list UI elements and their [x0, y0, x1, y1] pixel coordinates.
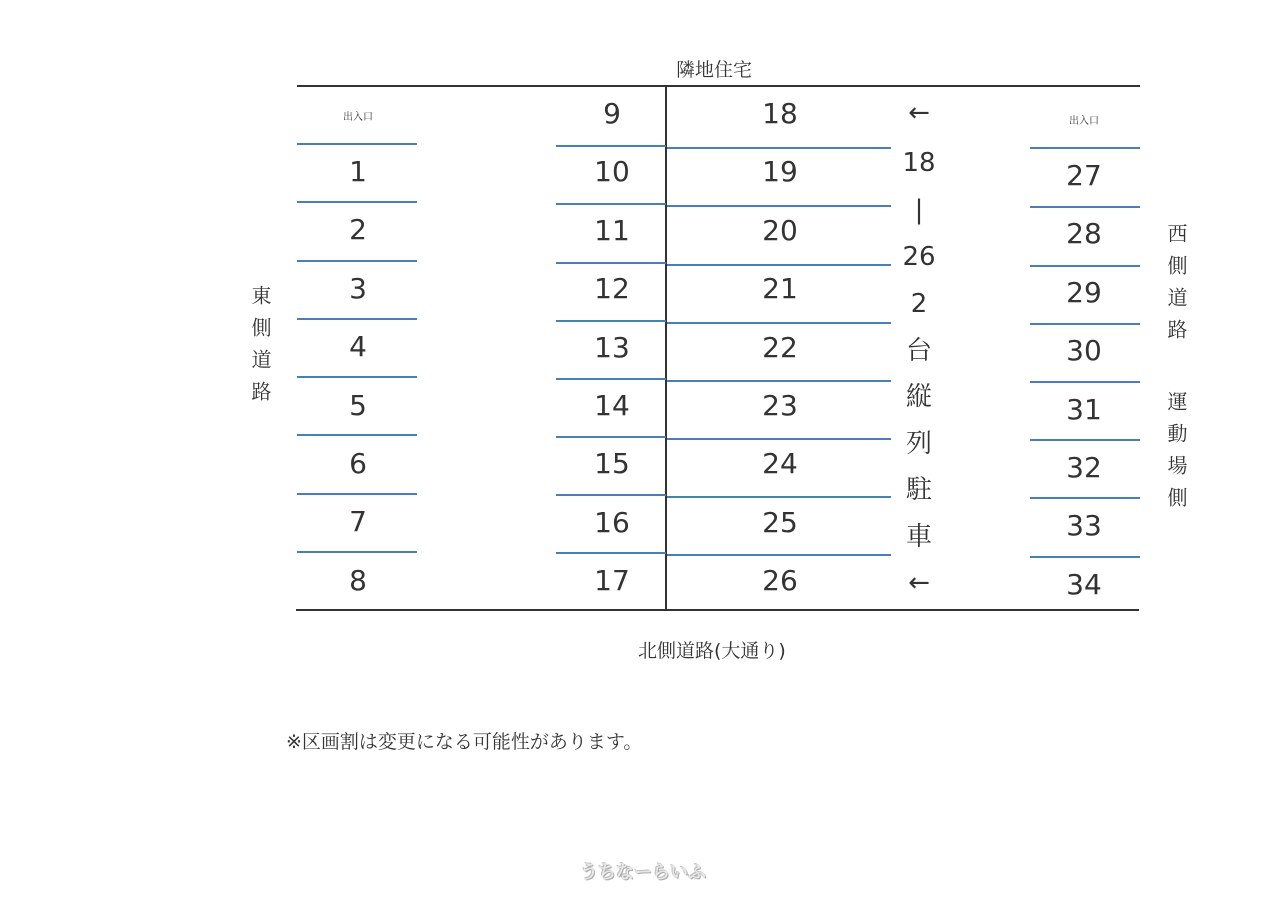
lot-divider-line	[1030, 265, 1140, 267]
tandem-range-start: 18	[902, 148, 936, 178]
lot-divider-line	[1030, 381, 1140, 383]
top-border	[297, 85, 1140, 87]
tandem-char-3: 列	[905, 429, 932, 459]
lot-divider-line	[556, 203, 666, 205]
lot-number-24: 24	[762, 447, 798, 481]
tandem-count: 2	[910, 289, 928, 319]
tandem-char-2: 縦	[905, 382, 932, 412]
lot-divider-line	[297, 201, 417, 203]
lot-number-2: 2	[349, 213, 367, 247]
label-playground-side: 運動場側	[1164, 391, 1188, 519]
lot-number-27: 27	[1066, 159, 1102, 192]
label-neighbor-housing: 隣地住宅	[676, 59, 753, 81]
lot-number-5: 5	[349, 388, 367, 422]
label-east-road: 東側道路	[248, 285, 272, 413]
lot-divider-line	[556, 378, 666, 380]
lot-divider-line	[1030, 497, 1140, 499]
lot-number-34: 34	[1066, 567, 1102, 601]
lot-divider-line	[556, 320, 666, 322]
lot-number-26: 26	[762, 564, 798, 598]
lot-divider-line	[667, 380, 891, 382]
lot-number-33: 33	[1066, 509, 1102, 543]
lot-divider-line	[297, 143, 417, 145]
tandem-arrow-bottom: ←	[908, 568, 930, 598]
tandem-char-1: 台	[905, 336, 932, 366]
tandem-char-4: 駐	[905, 475, 932, 505]
lot-number-3: 3	[349, 271, 367, 305]
lot-number-19: 19	[762, 155, 798, 189]
tandem-range-dash: |	[914, 195, 924, 225]
lot-divider-line	[556, 145, 666, 147]
bottom-border	[296, 609, 1139, 611]
lot-number-4: 4	[349, 330, 367, 364]
lot-number-31: 31	[1066, 392, 1102, 426]
lot-number-8: 8	[349, 563, 367, 597]
lot-number-22: 22	[762, 330, 798, 364]
layout-change-note: ※区画割は変更になる可能性があります。	[286, 731, 643, 753]
lot-divider-line	[297, 434, 417, 436]
lot-divider-line	[556, 494, 666, 496]
lot-number-25: 25	[762, 505, 798, 539]
lot-number-1: 1	[349, 155, 367, 188]
lot-divider-line	[667, 264, 891, 266]
lot-number-6: 6	[349, 447, 367, 480]
lot-divider-line	[667, 554, 891, 556]
lot-divider-line	[297, 376, 417, 378]
lot-divider-line	[556, 436, 666, 438]
lot-number-30: 30	[1066, 334, 1102, 368]
lot-divider-line	[297, 260, 417, 262]
lot-divider-line	[556, 262, 666, 264]
lot-divider-line	[1030, 323, 1140, 325]
lot-number-10: 10	[594, 155, 630, 189]
watermark-logo: うちなーらいふ	[580, 862, 706, 883]
lot-number-15: 15	[594, 447, 630, 481]
lot-divider-line	[1030, 147, 1140, 149]
lot-divider-line	[667, 496, 891, 498]
entrance-left: 出入口	[343, 112, 373, 123]
lot-number-16: 16	[594, 505, 630, 539]
entrance-right: 出入口	[1069, 116, 1099, 127]
lot-number-28: 28	[1066, 217, 1102, 251]
lot-divider-line	[297, 493, 417, 495]
lot-divider-line	[1030, 206, 1140, 208]
lot-number-13: 13	[594, 330, 630, 364]
label-north-road: 北側道路(大通り)	[638, 640, 786, 662]
lot-number-21: 21	[762, 272, 798, 306]
label-west-road: 西側道路	[1164, 223, 1188, 351]
lot-divider-line	[297, 551, 417, 553]
lot-number-7: 7	[349, 505, 367, 539]
center-divider	[665, 87, 667, 611]
lot-divider-line	[667, 147, 891, 149]
lot-number-17: 17	[594, 564, 630, 598]
lot-number-18: 18	[762, 97, 798, 130]
lot-number-9: 9	[603, 97, 621, 130]
tandem-range-end: 26	[902, 242, 936, 272]
tandem-char-5: 車	[905, 522, 932, 552]
lot-number-12: 12	[594, 272, 630, 306]
lot-divider-line	[556, 552, 666, 554]
lot-divider-line	[297, 318, 417, 320]
lot-number-11: 11	[594, 213, 630, 247]
lot-number-32: 32	[1066, 451, 1102, 484]
lot-divider-line	[1030, 439, 1140, 441]
lot-number-29: 29	[1066, 275, 1102, 309]
tandem-arrow-top: ←	[908, 98, 930, 128]
lot-divider-line	[667, 322, 891, 324]
lot-divider-line	[1030, 556, 1140, 558]
lot-number-20: 20	[762, 213, 798, 247]
lot-divider-line	[667, 205, 891, 207]
lot-number-23: 23	[762, 389, 798, 422]
lot-number-14: 14	[594, 389, 630, 422]
lot-divider-line	[667, 438, 891, 440]
